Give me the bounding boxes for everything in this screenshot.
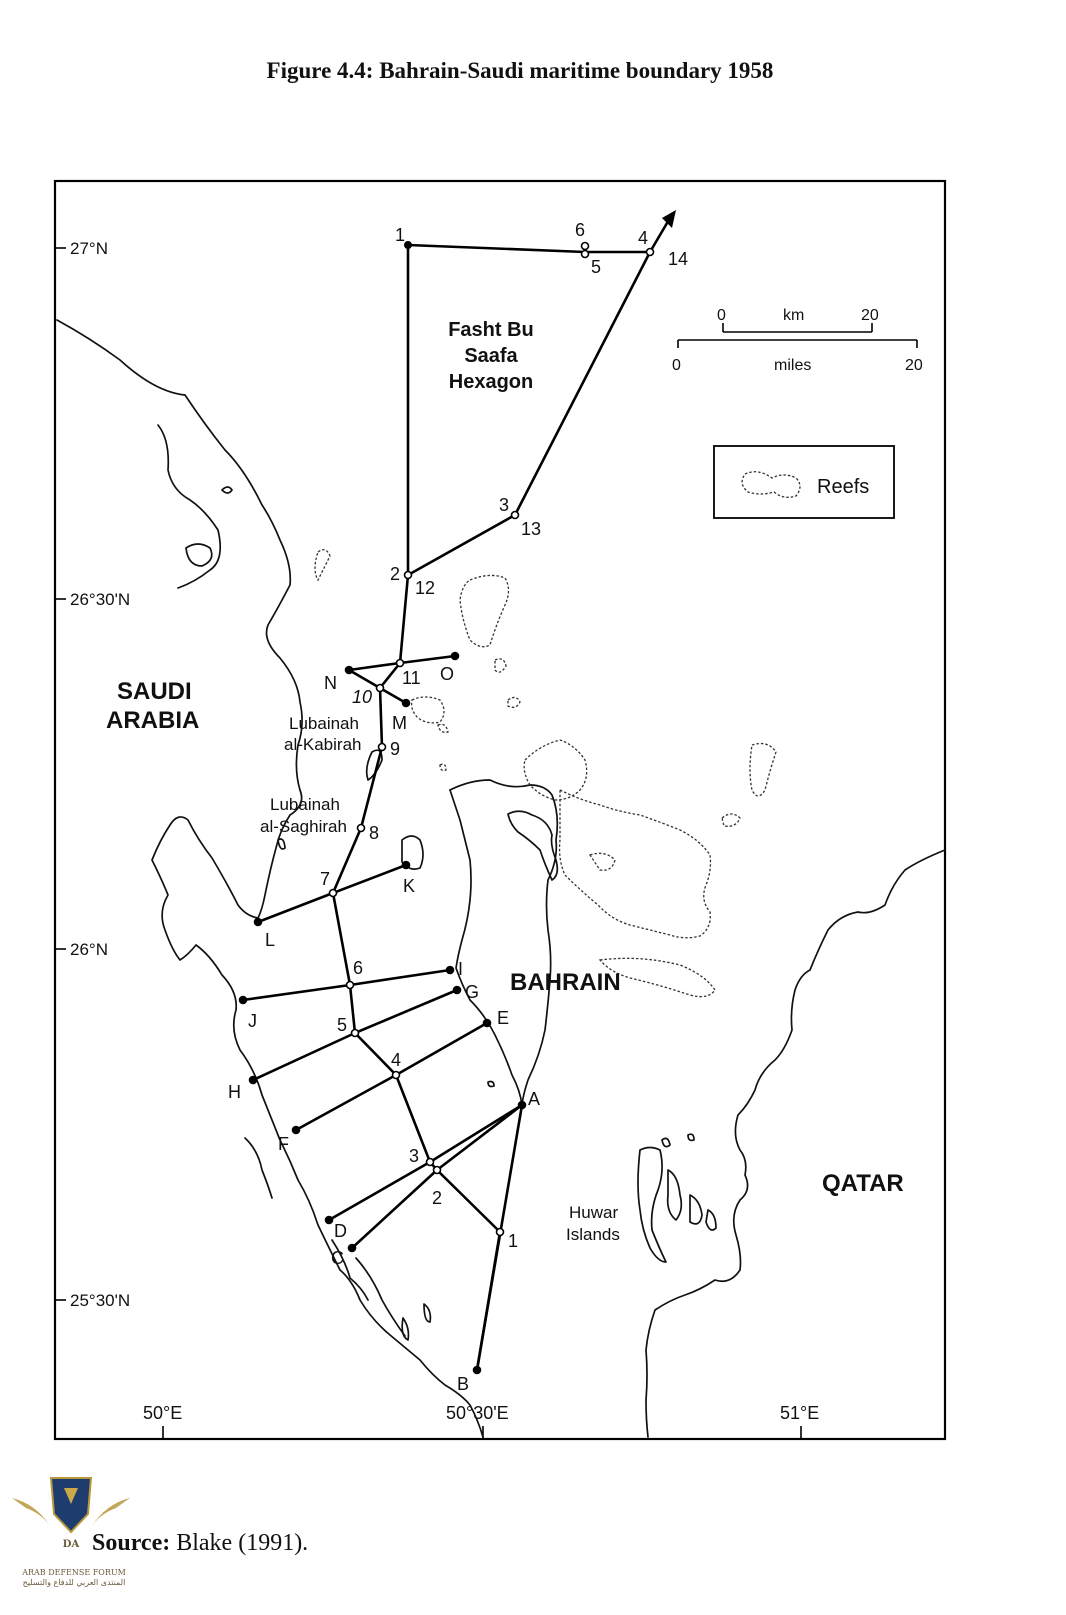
label-point-4-top: 4 — [638, 228, 649, 248]
label-point-C: C — [331, 1248, 344, 1268]
label-point-2: 2 — [432, 1188, 443, 1208]
qatar-coastline — [638, 850, 945, 1437]
logo-caption-ar: المنتدى العربي للدفاع والتسليح — [22, 1578, 126, 1587]
label-point-2-top: 2 — [390, 564, 401, 584]
logo-caption — [4, 1568, 144, 1588]
scale-km-end: 20 — [861, 307, 879, 324]
map-frame — [55, 181, 945, 1439]
label-point-D: D — [334, 1221, 347, 1241]
logo-initials: DA — [62, 1539, 80, 1550]
label-bahrain: BAHRAIN — [510, 969, 621, 996]
label-point-F: F — [278, 1134, 289, 1154]
label-point-M: M — [392, 713, 407, 733]
label-point-5-top: 5 — [591, 257, 602, 277]
scale-miles-label: miles — [774, 357, 812, 374]
label-huwar-2: Islands — [566, 1225, 620, 1244]
label-point-8: 8 — [369, 823, 380, 843]
label-huwar-1: Huwar — [569, 1203, 619, 1222]
latitude-ticks — [55, 248, 66, 1300]
lon-50-30: 50°30'E — [446, 1403, 509, 1423]
lat-25-30: 25°30'N — [70, 1291, 131, 1310]
scale-miles-start: 0 — [672, 357, 681, 374]
scale-km-label: km — [783, 307, 805, 324]
label-lubainah-saghirah-1: Lubainah — [270, 795, 340, 814]
label-point-B: B — [457, 1374, 470, 1394]
label-point-E: E — [497, 1008, 510, 1028]
label-point-3: 3 — [409, 1146, 420, 1166]
label-point-10: 10 — [352, 687, 373, 707]
label-arabia: ARABIA — [106, 707, 200, 734]
label-hexagon-1: Fasht Bu — [448, 319, 534, 341]
label-lubainah-kabirah-1: Lubainah — [289, 714, 359, 733]
label-lubainah-saghirah-2: al-Saghirah — [260, 817, 347, 836]
figure-title: Figure 4.4: Bahrain-Saudi maritime boundary 1958 — [266, 58, 774, 83]
label-point-1: 1 — [508, 1231, 519, 1251]
label-point-G: G — [465, 982, 480, 1002]
legend-reefs-label: Reefs — [817, 476, 870, 498]
north-arrowhead — [662, 210, 676, 228]
saudi-coastline — [57, 320, 483, 1437]
label-point-13: 13 — [521, 519, 542, 539]
label-point-A: A — [528, 1089, 541, 1109]
label-point-4: 4 — [391, 1050, 402, 1070]
lon-51: 51°E — [780, 1403, 820, 1423]
label-point-O: O — [440, 664, 455, 684]
label-point-I: I — [458, 959, 464, 979]
label-point-J: J — [248, 1011, 257, 1031]
lat-26: 26°N — [70, 940, 108, 959]
label-point-N: N — [324, 673, 337, 693]
logo-caption-en: ARAB DEFENSE FORUM — [22, 1568, 126, 1577]
lat-27: 27°N — [70, 239, 108, 258]
label-point-5: 5 — [337, 1015, 348, 1035]
label-point-H: H — [228, 1082, 241, 1102]
legend — [714, 446, 894, 518]
lon-50: 50°E — [143, 1403, 183, 1423]
label-qatar: QATAR — [822, 1170, 904, 1197]
label-point-6-top: 6 — [575, 220, 586, 240]
scale-bar — [672, 307, 923, 374]
label-point-12: 12 — [415, 578, 436, 598]
label-point-1-top: 1 — [395, 225, 406, 245]
label-point-11: 11 — [402, 668, 421, 688]
scale-miles-end: 20 — [905, 357, 923, 374]
label-hexagon-2: Saafa — [464, 345, 518, 367]
label-lubainah-kabirah-2: al-Kabirah — [284, 735, 362, 754]
label-point-L: L — [265, 930, 276, 950]
lat-26-30: 26°30'N — [70, 590, 131, 609]
source-text: Blake (1991). — [170, 1530, 309, 1556]
source-label: Source: — [92, 1530, 171, 1556]
label-point-6: 6 — [353, 958, 364, 978]
label-point-7: 7 — [320, 869, 331, 889]
label-point-9: 9 — [390, 739, 401, 759]
label-saudi: SAUDI — [117, 678, 192, 705]
reef-outlines — [315, 550, 776, 997]
label-point-3-top: 3 — [499, 495, 510, 515]
label-point-14: 14 — [668, 249, 689, 269]
label-point-K: K — [403, 876, 416, 896]
scale-km-start: 0 — [717, 307, 726, 324]
label-hexagon-3: Hexagon — [448, 371, 534, 393]
